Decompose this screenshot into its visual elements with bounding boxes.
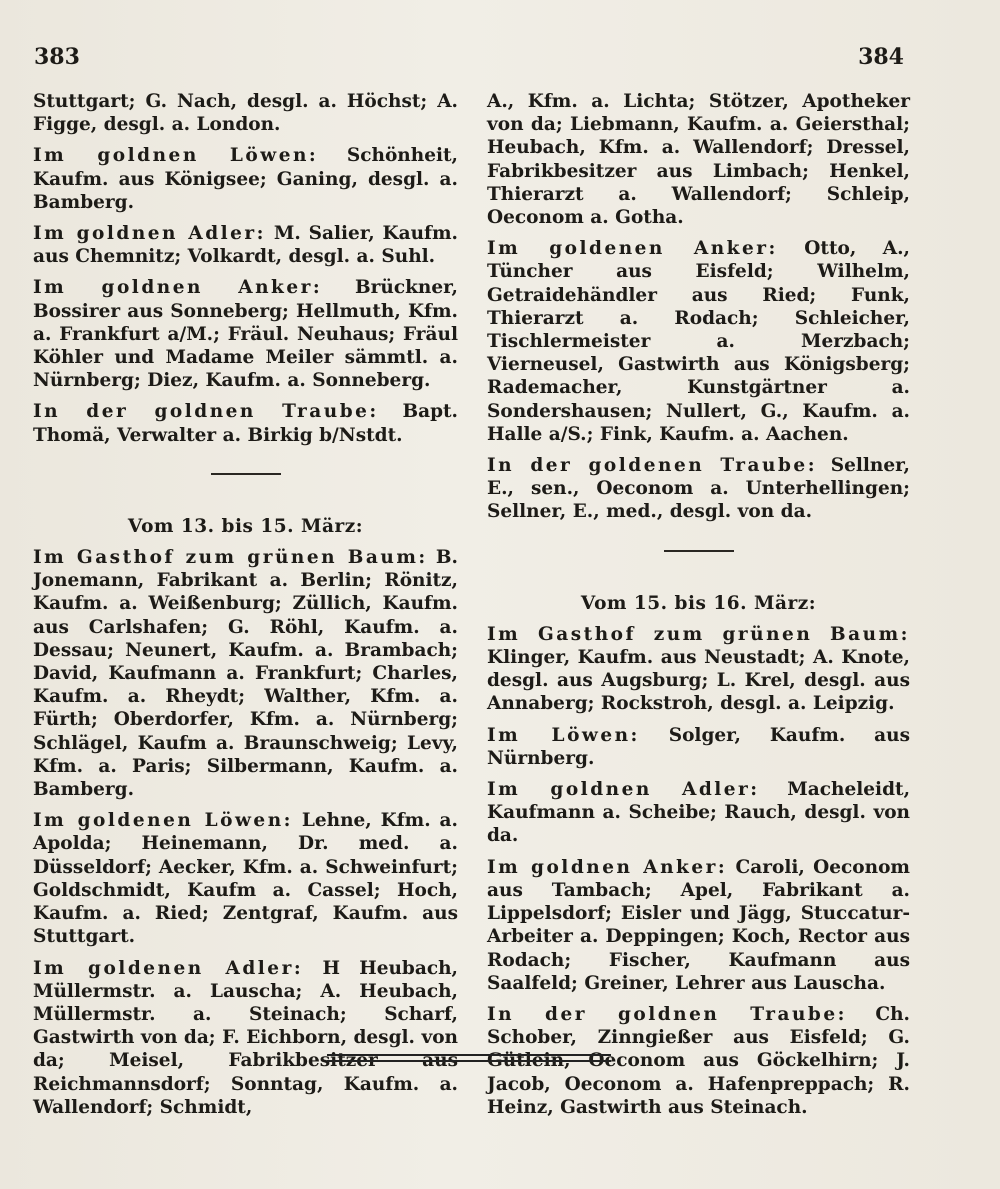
hotel-name: In der goldnen Traube: — [33, 401, 379, 423]
page-number-left: 383 — [34, 44, 80, 70]
guest-entry — [33, 276, 458, 392]
guest-entry — [487, 778, 910, 848]
guest-list: Brückner, Bossirer aus Sonneberg; Hellmuth, Kfm. a. Frankfurt a/M.; Fräul. Neuhaus; Fräul Köhler und Madame Meiler sämmtl. a. Nürnberg; Diez, Kaufm. a. Sonneberg. — [33, 277, 458, 392]
guest-list: Lehne, Kfm. a. Apolda; Heinemann, Dr. med. a. Düsseldorf; Aecker, Kfm. a. Schweinfurt; Goldschmidt, Kaufm a. Cassel; Hoch, Kaufm. a. Ried; Zentgraf, Kaufm. aus Stuttgart. — [33, 810, 458, 948]
hotel-name: Im Gasthof zum grünen Baum: — [487, 623, 910, 645]
guest-entry — [487, 856, 910, 995]
guest-entry — [487, 454, 910, 524]
hotel-name: In der goldnen Traube: — [487, 1003, 847, 1025]
guest-list: Bapt. Thomä, Verwalter a. Birkig b/Nstdt. — [33, 401, 458, 446]
hotel-name: Im goldnen Anker: — [487, 856, 728, 878]
guest-entry — [33, 400, 458, 446]
left-column — [33, 90, 458, 1127]
guest-entry — [487, 623, 910, 716]
guest-entry — [33, 809, 458, 948]
guest-entry — [487, 724, 910, 770]
guest-list: Klinger, Kaufm. aus Neustadt; A. Knote, desgl. aus Augsburg; L. Krel, desgl. aus Annaberg; Rockstroh, desgl. a. Leipzig. — [487, 647, 910, 715]
date-heading: Vom 13. bis 15. März: — [127, 515, 364, 537]
hotel-name: Im goldnen Adler: — [487, 779, 760, 801]
guest-list: B. Jonemann, Fabrikant a. Berlin; Rönitz, Kaufm. a. Weißenburg; Züllich, Kaufm. aus Carlshafen; G. Röhl, Kaufm. a. Dessau; Neunert, Kaufm. a. Brambach; David, Kaufmann a. Frankfurt; Charles, Kaufm. a. Rheydt; Walther, Kfm. a. Fürth; Oberdorfer, Kfm. a. Nürnberg; Schlägel, Kaufm a. Braunschweig; Levy, Kfm. a. Paris; Silbermann, Kaufm. a. Bamberg. — [33, 547, 458, 801]
guest-list: Solger, Kaufm. aus Nürnberg. — [487, 724, 910, 769]
hotel-name: In der goldenen Traube: — [487, 455, 818, 477]
hotel-name: Im goldnen Anker: — [33, 277, 323, 299]
hotel-name: Im Gasthof zum grünen Baum: — [33, 547, 428, 569]
hotel-name: Im goldnen Löwen: — [33, 145, 319, 167]
left-intro: Stuttgart; G. Nach, desgl. a. Höchst; A. Figge, desgl. a. London. — [33, 91, 458, 136]
hotel-name: Im Löwen: — [487, 724, 640, 746]
guest-list: Schönheit, Kaufm. aus Königsee; Ganing, desgl. a. Bamberg. — [33, 145, 458, 213]
guest-list: Caroli, Oeconom aus Tambach; Apel, Fabrikant a. Lippelsdorf; Eisler und Jägg, Stuccatur-Arbeiter a. Deppingen; Koch, Rector aus Rodach; Fischer, Kaufmann aus Saalfeld; Greiner, Lehrer aus Lauscha. — [487, 856, 910, 994]
guest-entry — [33, 546, 458, 801]
guest-entry — [33, 222, 458, 268]
page-number-right: 384 — [858, 44, 904, 70]
guest-list: Otto, A., Tüncher aus Eisfeld; Wilhelm, Getraidehändler aus Ried; Funk, Thierarzt a. Rodach; Schleicher, Tischlermeister a. Merzbach; Vierneusel, Gastwirth aus Königsberg; Rademacher, Kunstgärtner a. Sondershausen; Nullert, G., Kaufm. a. Halle a/S.; Fink, Kaufm. a. Aachen. — [487, 238, 910, 445]
end-double-rule — [327, 1054, 611, 1062]
hotel-name: Im goldenen Löwen: — [33, 810, 293, 832]
guest-list: H Heubach, Müllermstr. a. Lauscha; A. Heubach, Müllermstr. a. Steinach; Scharf, Gastwirth von da; F. Eichborn, desgl. von da; Meisel, Fabrikbesitzer aus Reichmannsdorf; Sonntag, Kaufm. a. Wallendorf; Schmidt, — [33, 957, 458, 1118]
guest-list: Macheleidt, Kaufmann a. Scheibe; Rauch, desgl. von da. — [487, 779, 911, 847]
section-divider — [664, 550, 734, 552]
right-column — [487, 90, 910, 1127]
guest-entry — [33, 957, 458, 1119]
right-intro: A., Kfm. a. Lichta; Stötzer, Apotheker von da; Liebmann, Kaufm. a. Geiersthal; Heubach, Kfm. a. Wallendorf; Dressel, Fabrikbesitzer aus Limbach; Henkel, Thierarzt a. Wallendorf; Schleip, Oeconom a. Gotha. — [487, 91, 910, 229]
hotel-name: Im goldenen Anker: — [487, 238, 778, 260]
hotel-name: Im goldenen Adler: — [33, 957, 304, 979]
guest-list: Sellner, E., sen., Oeconom a. Unterhellingen; Sellner, E., med., desgl. von da. — [487, 455, 910, 523]
guest-entry — [487, 237, 910, 446]
date-heading: Vom 15. bis 16. März: — [580, 592, 817, 614]
guest-entry — [33, 144, 458, 214]
section-divider — [211, 473, 281, 475]
guest-list: Ch. Schober, Zinngießer aus Eisfeld; G. Gütlein, Oeconom aus Göckelhirn; J. Jacob, Oeconom a. Hafenpreppach; R. Heinz, Gastwirth aus Steinach. — [487, 1003, 910, 1118]
guest-list: M. Salier, Kaufm. aus Chemnitz; Volkardt, desgl. a. Suhl. — [33, 223, 458, 268]
hotel-name: Im goldnen Adler: — [33, 223, 267, 245]
